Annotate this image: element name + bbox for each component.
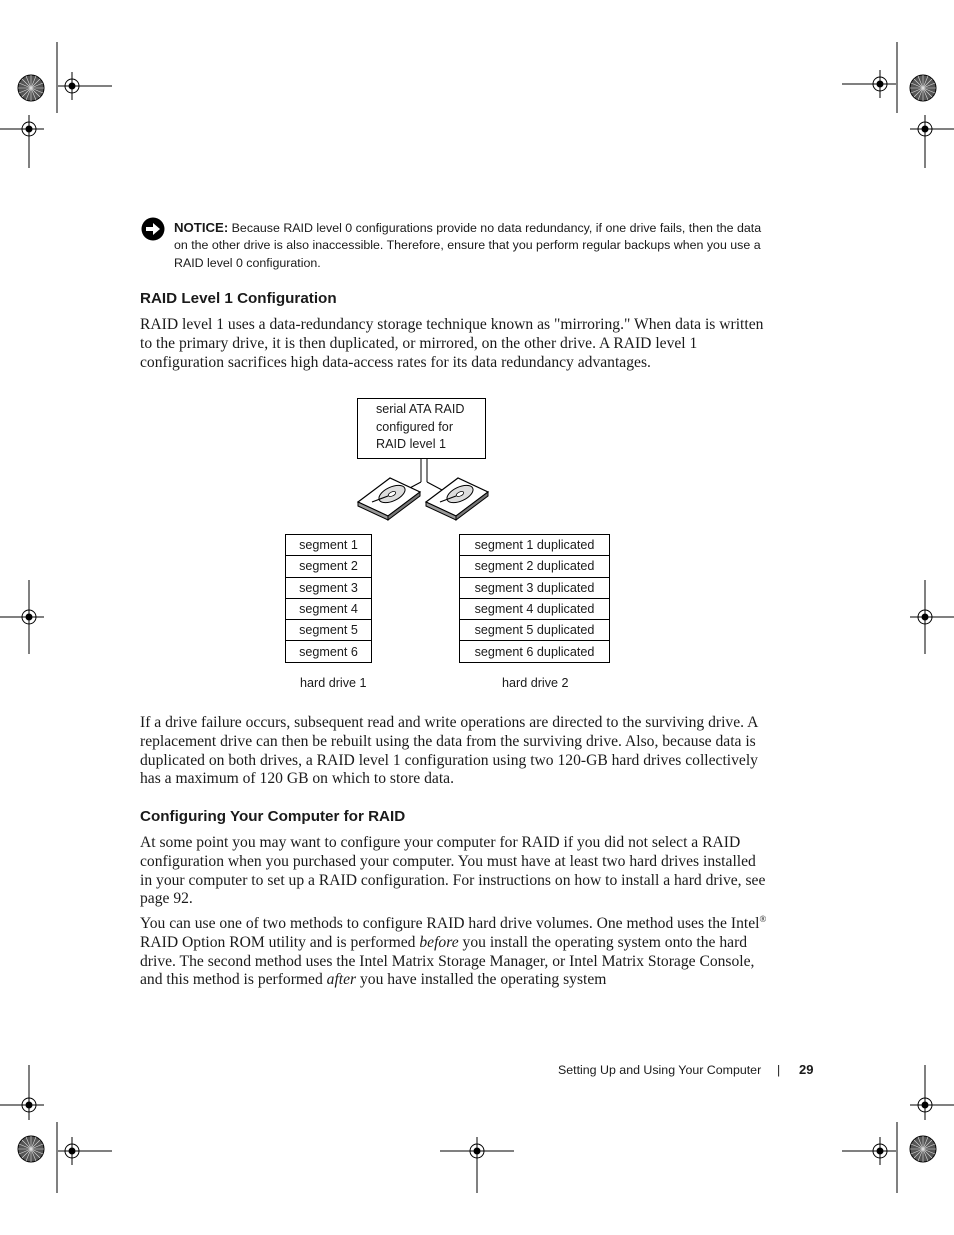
caption-line-2: configured for bbox=[376, 419, 454, 434]
footer-separator: | bbox=[777, 1063, 781, 1077]
paragraph-configuring-raid-2 bbox=[140, 915, 770, 990]
p2-part1: You can use one of two methods to configure RAID hard drive volumes. One method uses the Intel bbox=[140, 915, 760, 932]
drive-1-segment: segment 2 bbox=[286, 556, 372, 577]
drive-2-segment: segment 6 duplicated bbox=[460, 641, 610, 662]
drive-2-segment: segment 2 duplicated bbox=[460, 556, 610, 577]
hard-drive-2-icon bbox=[426, 478, 488, 520]
drive-1-segment: segment 1 bbox=[286, 535, 372, 556]
drive-1-segment: segment 5 bbox=[286, 620, 372, 641]
p2-part4: you have installed the operating system bbox=[356, 971, 607, 989]
paragraph-configuring-raid-1: At some point you may want to configure your computer for RAID if you did not select a RAID configuration when you purchased your computer. You must have at least two hard drives installed in your computer to set up a RAID configuration. For instructions on how to install a hard drive, see page 92. bbox=[140, 834, 766, 908]
page-number: 29 bbox=[799, 1062, 814, 1077]
caption-line-3: RAID level 1 bbox=[376, 437, 446, 451]
drive-2-segment: segment 5 duplicated bbox=[460, 620, 610, 641]
drive-1-segment: segment 6 bbox=[286, 641, 372, 662]
p2-after: after bbox=[326, 971, 357, 989]
section-heading-raid-level-1: RAID Level 1 Configuration bbox=[140, 290, 337, 307]
notice-text: Because RAID level 0 configurations provide no data redundancy, if one drive fails, then the data on the other drive is also inaccessible. Therefore, ensure that you perform regular backups when you use a RAID level 0 configuration. bbox=[174, 221, 762, 270]
drive-1-segment: segment 3 bbox=[286, 577, 372, 598]
paragraph-drive-failure: If a drive failure occurs, subsequent read and write operations are directed to the surviving drive. A replacement drive can then be rebuilt using the data from the surviving drive. Also, because data is duplicated on both drives, a RAID level 1 configuration using two 120-GB hard drives collectively has a maximum of 120 GB on which to store data. bbox=[140, 714, 758, 788]
drive-1-segments-table bbox=[285, 534, 372, 663]
notice-label: NOTICE: bbox=[174, 220, 229, 235]
notice-block bbox=[174, 219, 764, 272]
drive-2-segment: segment 4 duplicated bbox=[460, 598, 610, 619]
drive-2-segment: segment 1 duplicated bbox=[460, 535, 610, 556]
hard-drive-1-label: hard drive 1 bbox=[300, 676, 367, 690]
hard-drive-2-label: hard drive 2 bbox=[502, 676, 569, 690]
notice-arrow-icon bbox=[141, 217, 165, 241]
hard-drives-illustration bbox=[350, 458, 500, 522]
drive-2-segment: segment 3 duplicated bbox=[460, 577, 610, 598]
section-heading-configuring-raid: Configuring Your Computer for RAID bbox=[140, 808, 406, 825]
registered-mark: ® bbox=[759, 913, 767, 924]
p2-part2: RAID Option ROM utility and is performed bbox=[140, 933, 420, 951]
p2-before: before bbox=[419, 933, 459, 951]
caption-line-1: serial ATA RAID bbox=[376, 402, 465, 416]
p2-part3: you install the operating system onto the hard drive. The second method uses the Intel Matrix Storage Manager, or Intel Matrix Storage Console, and this method is performed bbox=[140, 933, 755, 989]
footer-section-title: Setting Up and Using Your Computer bbox=[558, 1063, 762, 1077]
paragraph-raid-level-1: RAID level 1 uses a data-redundancy storage technique known as "mirroring." When data is written to the primary drive, it is then duplicated, or mirrored, on the other drive. A RAID level 1 configuration sacrifices high data-access rates for its data redundancy advantages. bbox=[140, 316, 764, 371]
diagram-caption-box bbox=[357, 398, 486, 459]
hard-drive-1-icon bbox=[358, 478, 420, 520]
drive-2-segments-table bbox=[459, 534, 610, 663]
drive-1-segment: segment 4 bbox=[286, 598, 372, 619]
